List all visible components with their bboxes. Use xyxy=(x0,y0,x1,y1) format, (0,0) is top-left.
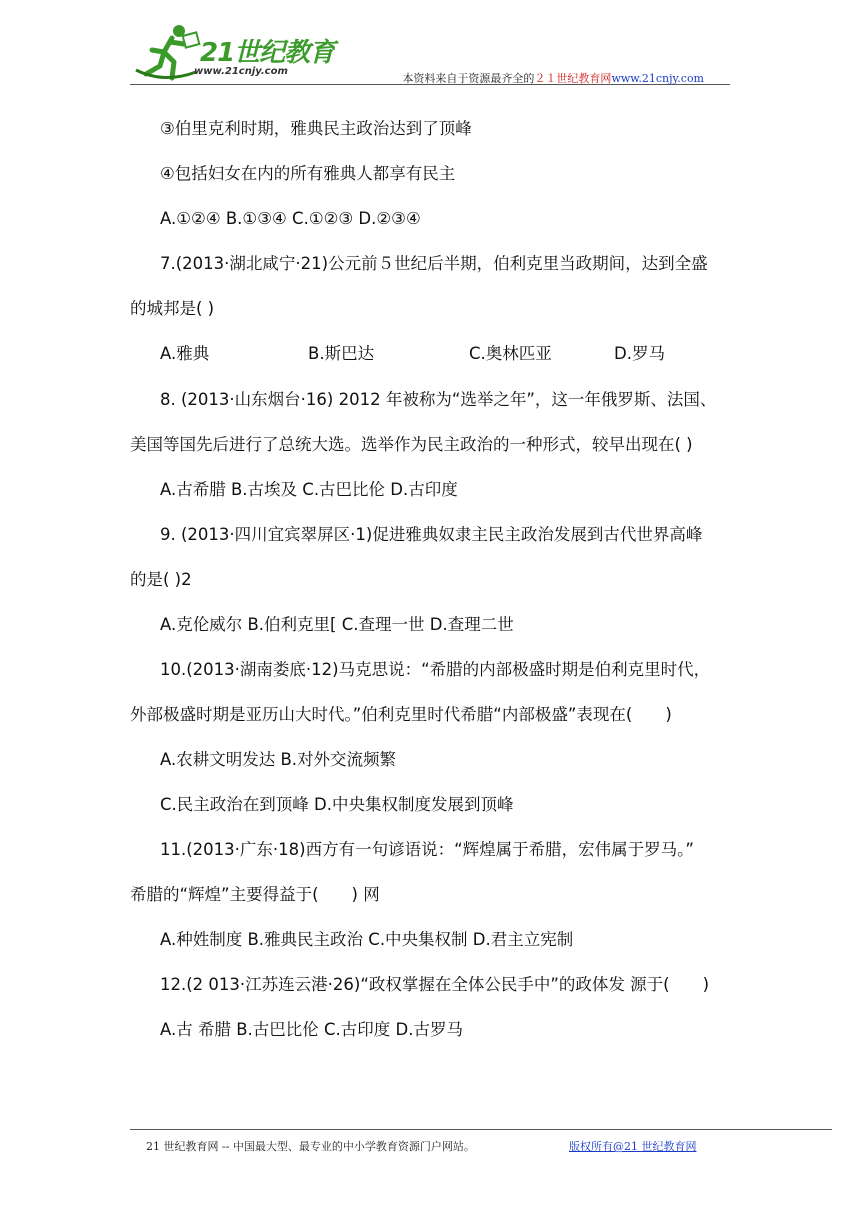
page-header xyxy=(130,20,730,86)
q11-stem-line-1: 11.(2013·广东·18)西方有一句谚语说：“辉煌属于希腊，宏伟属于罗马。” xyxy=(160,840,694,859)
q6-options: A.①②④ B.①③④ C.①②③ D.②③④ xyxy=(160,209,421,228)
q7-stem-line-2: 的城邦是( ) xyxy=(130,299,215,318)
statement-3: ③伯里克利时期，雅典民主政治达到了顶峰 xyxy=(160,119,472,138)
header-divider xyxy=(130,84,730,85)
q7-option-a: A.雅典 xyxy=(160,344,210,363)
q12-stem: 12.(2 013·江苏连云港·26)“政权掌握在全体公民手中”的政体发 源于( ) xyxy=(160,975,710,994)
footer-site-description: 21 世纪教育网 -- 中国最大型、最专业的中小学教育资源门户网站。 xyxy=(146,1140,475,1153)
footer-divider xyxy=(130,1129,832,1130)
q9-options: A.克伦威尔 B.伯利克里[ C.查理一世 D.查理二世 xyxy=(160,615,514,634)
q8-options: A.古希腊 B.古埃及 C.古巴比伦 D.古印度 xyxy=(160,480,458,499)
logo-url: www.21cnjy.com xyxy=(194,66,288,77)
logo-text: 21世纪教育 xyxy=(200,38,335,68)
q7-option-c: C.奥林匹亚 xyxy=(469,344,552,363)
q7-stem-line-1: 7.(2013·湖北咸宁·21)公元前５世纪后半期，伯利克里当政期间，达到全盛 xyxy=(160,254,708,273)
header-note-prefix: 本资料来自于资源最齐全的 xyxy=(402,72,535,85)
q12-options: A.古 希腊 B.古巴比伦 C.古印度 D.古罗马 xyxy=(160,1020,464,1039)
q9-stem-line-2: 的是( )2 xyxy=(130,570,192,589)
q8-stem-line-1: 8. (2013·山东烟台·16) 2012 年被称为“选举之年”，这一年俄罗斯、法国、 xyxy=(160,390,717,409)
q7-option-b: B.斯巴达 xyxy=(308,344,375,363)
q11-stem-line-2: 希腊的“辉煌”主要得益于( ) 网 xyxy=(130,885,380,904)
q7-options xyxy=(160,343,720,365)
q7-option-d: D.罗马 xyxy=(614,344,665,363)
site-logo[interactable] xyxy=(134,22,344,84)
header-note-site[interactable]: ２１世纪教育网 xyxy=(534,72,612,85)
q10-stem-line-2: 外部极盛时期是亚历山大时代。”伯利克里时代希腊“内部极盛”表现在( ) xyxy=(130,705,672,724)
q10-options-line-2: C.民主政治在到顶峰 D.中央集权制度发展到顶峰 xyxy=(160,795,514,814)
q10-stem-line-1: 10.(2013·湖南娄底·12)马克思说：“希腊的内部极盛时期是伯利克里时代， xyxy=(160,660,711,679)
q8-stem-line-2: 美国等国先后进行了总统大选。选举作为民主政治的一种形式，较早出现在( ) xyxy=(130,435,693,454)
q10-options-line-1: A.农耕文明发达 B.对外交流频繁 xyxy=(160,750,397,769)
q9-stem-line-1: 9. (2013·四川宜宾翠屏区·1)促进雅典奴隶主民主政治发展到古代世界高峰 xyxy=(160,525,703,544)
header-note-url[interactable]: www.21cnjy.com xyxy=(611,72,704,85)
q11-options: A.种姓制度 B.雅典民主政治 C.中央集权制 D.君主立宪制 xyxy=(160,930,574,949)
footer-copyright-link[interactable]: 版权所有@21 世纪教育网 xyxy=(569,1140,697,1153)
statement-4: ④包括妇女在内的所有雅典人都享有民主 xyxy=(160,164,456,183)
